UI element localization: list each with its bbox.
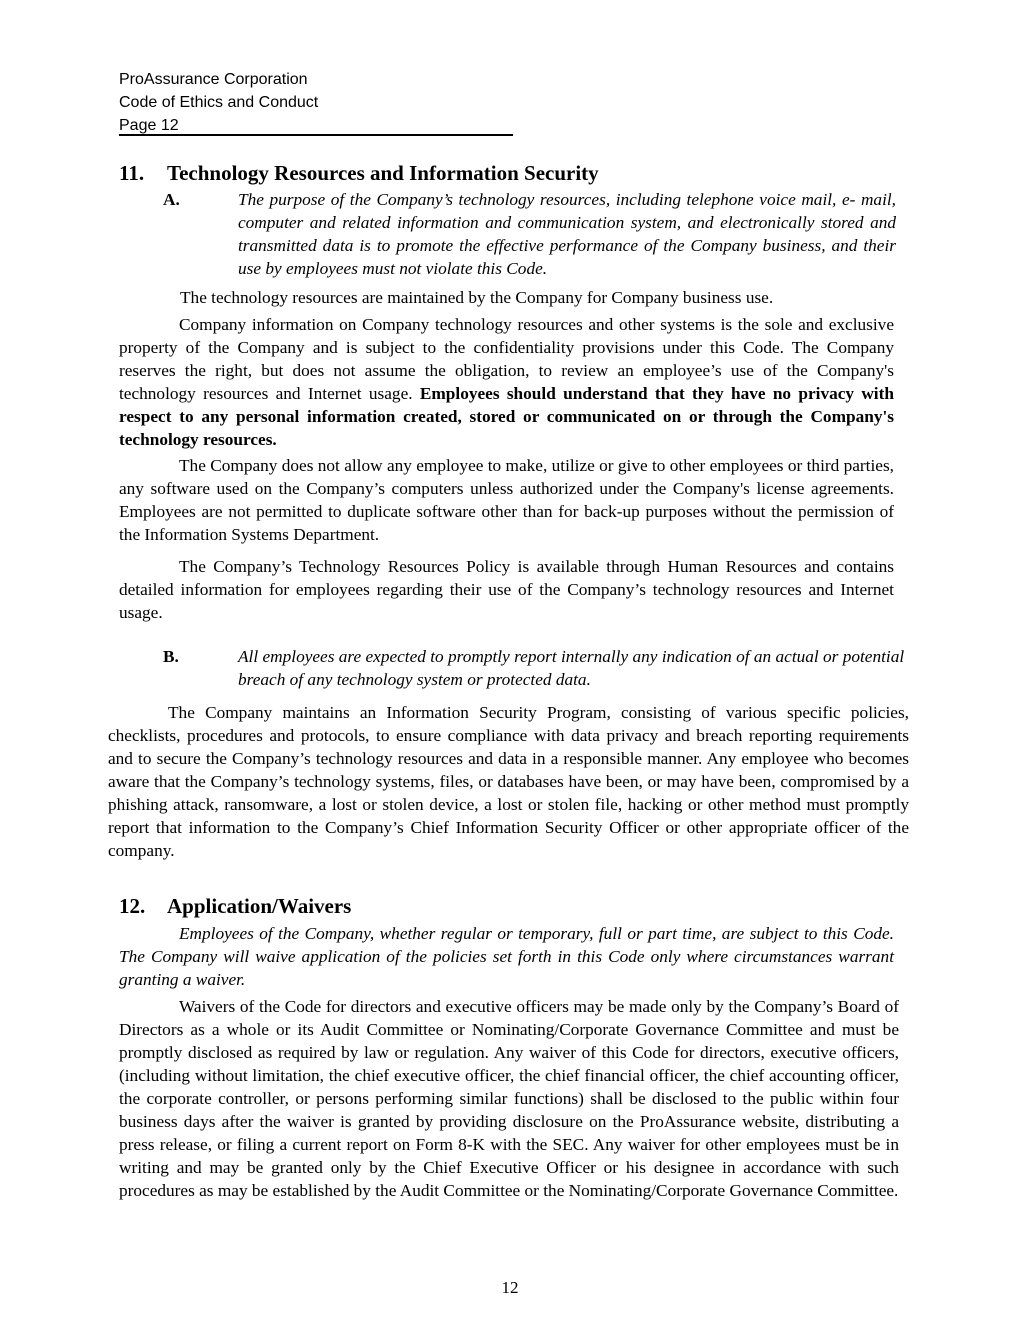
section-12-heading — [119, 893, 351, 919]
section-12-number: 12. — [119, 894, 146, 918]
subsection-b-text: All employees are expected to promptly report internally any indication of an actual or potential breach of any technology system or protected data. — [238, 647, 905, 689]
page-number: 12 — [501, 1278, 519, 1297]
section-11-paragraph-5: The Company maintains an Information Security Program, consisting of various specific policies, checklists, procedures and protocols, to ensure compliance with data privacy and breach reporting requirements and to secure the Company’s technology resources and data in a responsible manner. Any employee who becomes aware that the Company’s technology systems, files, or databases have been, or may have been, compromised by a phishing attack, ransomware, a lost or stolen device, a lost or stolen file, hacking or other method must promptly report that information to the Company’s Chief Information Security Officer or other appropriate officer of the company. — [108, 703, 909, 860]
header-rule — [119, 134, 513, 136]
section-12-title: Application/Waivers — [167, 894, 352, 918]
subsection-b-letter: B. — [163, 647, 179, 666]
subsection-a-text: The purpose of the Company’s technology resources, including telephone voice mail, e- mail, computer and related information and communication system, and electronically stored and transmitted data is to promote the effective performance of the Company business, and their use by employees must not violate this Code. — [238, 190, 896, 278]
section-11-paragraph-4: The Company’s Technology Resources Policy is available through Human Resources and contains detailed information for employees regarding their use of the Company’s technology resources and Internet usage. — [119, 557, 894, 622]
section-11-paragraph-2-text: Company information on Company technology resources and other systems is the sole and exclusive property of the Company and is subject to the confidentiality provisions under this Code. The Company reserves the right, but does not assume the obligation, to review an employee’s use of the Company's technology resources and Internet usage. — [119, 315, 894, 403]
section-11-paragraph-3: The Company does not allow any employee to make, utilize or give to other employees or third parties, any software used on the Company’s computers unless authorized under the Company's license agreements. Employees are not permitted to duplicate software other than for back-up purposes without the permission of the Information Systems Department. — [119, 456, 894, 544]
header-company: ProAssurance Corporation — [119, 71, 308, 88]
section-11-title: Technology Resources and Information Security — [167, 161, 599, 185]
section-12-intro: Employees of the Company, whether regular or temporary, full or part time, are subject to this Code. The Company will waive application of the policies set forth in this Code only where circumstances warrant granting a waiver. — [119, 924, 894, 989]
section-11-privacy-notice: Employees should understand that they have no privacy with respect to any personal information created, stored or communicated on or through the Company's technology resources. — [119, 384, 894, 449]
subsection-b — [163, 645, 913, 691]
section-11-paragraph-2 — [119, 313, 894, 451]
subsection-a-letter: A. — [163, 190, 180, 209]
section-11-heading — [119, 160, 599, 186]
header-document-title: Code of Ethics and Conduct — [119, 94, 319, 111]
header-page-label: Page 12 — [119, 117, 179, 134]
section-11-number: 11. — [119, 161, 145, 185]
section-11-paragraph-1: The technology resources are maintained by the Company for Company business use. — [180, 288, 774, 307]
running-header — [119, 68, 513, 137]
subsection-a — [163, 188, 898, 280]
section-12-paragraph-1: Waivers of the Code for directors and executive officers may be made only by the Company’s Board of Directors as a whole or its Audit Committee or Nominating/Corporate Governance Committee and must be promptly disclosed as required by law or regulation. Any waiver of this Code for directors, executive officers, (including without limitation, the chief executive officer, the chief financial officer, the chief accounting officer, the corporate controller, or persons performing similar functions) shall be disclosed to the public within four business days after the waiver is granted by providing disclosure on the ProAssurance website, distributing a press release, or filing a current report on Form 8-K with the SEC. Any waiver for other employees must be in writing and may be granted only by the Chief Executive Officer or his designee in accordance with such procedures as may be established by the Audit Committee or the Nominating/Corporate Governance Committee. — [119, 997, 899, 1200]
